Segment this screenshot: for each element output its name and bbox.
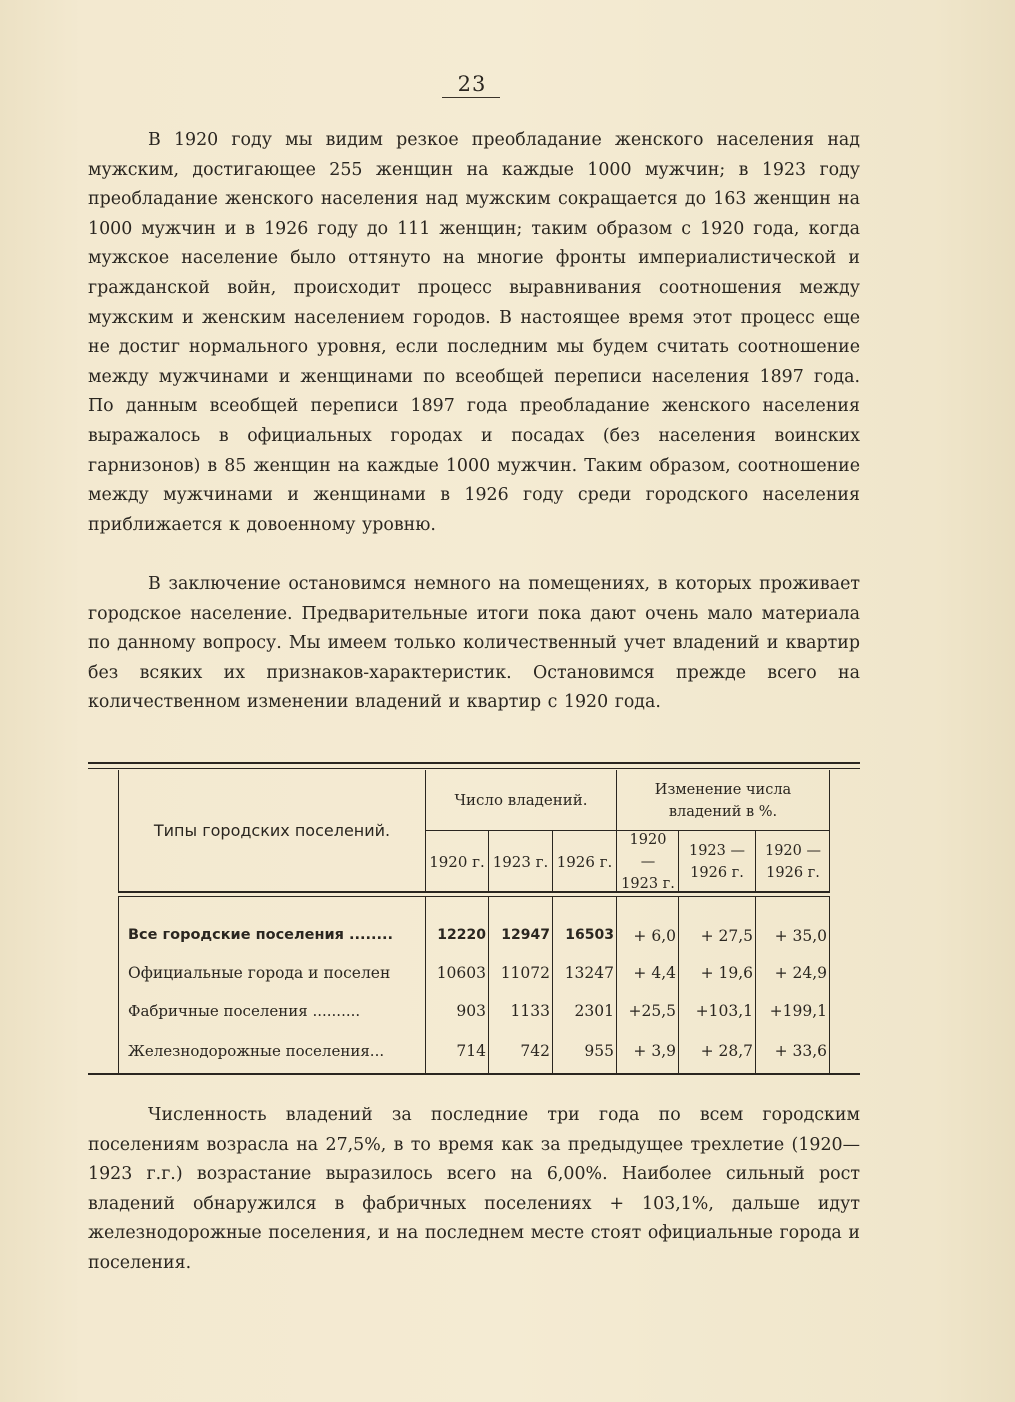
table-cell: + 4,4: [633, 964, 676, 982]
table-cell: + 24,9: [774, 964, 827, 982]
table-cell: 10603: [436, 964, 486, 982]
table-cell: 12947: [501, 927, 550, 943]
table-row-label: Железнодорожные поселения...: [128, 1042, 385, 1060]
paragraph-text: Численность владений за последние три года по всем городским поселениям возрасла на 27,5%, в то время как за предыдущее трехлетие (1920—1923 г.г.) возрастание выразилось всего на 6,00%. Наиболее сильный рост владений обнаружился в фабричных поселениях + 103,1%, дальше идут железнодорожные поселения, и на последнем месте стоят официальные города и поселения.: [88, 1105, 860, 1273]
paragraph-3: [88, 1101, 860, 1279]
table-cell: + 6,0: [633, 927, 676, 945]
paragraph-text: В заключение остановимся немного на помещениях, в которых проживает городское население. Предварительные итоги пока дают очень мало материала по данному вопросу. Мы имеем только количественный учет владений и квартир без всяких их признаков-характеристик. Остановимся прежде всего на количественном изменении владений и квартир с 1920 года.: [88, 574, 860, 713]
paragraph-1: [88, 126, 860, 540]
header-period-1923-1926: 1923 — 1926 г.: [688, 842, 745, 881]
table-row-label: Официальные города и поселен: [128, 964, 391, 982]
paragraph-text: В 1920 году мы видим резкое преобладание женского населения над мужским, достигающее 255 женщин на каждые 1000 мужчин; в 1923 году преобладание женского населения над мужским сокращается до 163 женщин на 1000 мужчин и в 1926 году до 111 женщин; таким образом с 1920 года, когда мужское население было оттянуто на многие фронты империалистической и гражданской войн, происходит процесс выравнивания соотношения между мужским и женским населением городов. В настоящее время этот процесс еще не достиг нормального уровня, если последним мы будем считать соотношение между мужчинами и женщинами по всеобщей переписи населения 1897 года. По данным всеобщей переписи 1897 года преобладание женского населения выражалось в официальных городах и посадах (без населения воинских гарнизонов) в 85 женщин на каждые 1000 мужчин. Таким образом, соотношение между мужчинами и женщинами в 1926 году среди городского населения приближается к довоенному уровню.: [88, 130, 860, 535]
header-period-1920-1926: 1920 — 1926 г.: [764, 842, 821, 881]
table-cell: 714: [456, 1042, 486, 1060]
table-cell: 955: [584, 1042, 614, 1060]
paragraph-2: [88, 570, 860, 718]
header-holdings-change: Изменение числа владений в %.: [654, 782, 792, 820]
table-cell: 11072: [500, 964, 550, 982]
table-cell: 16503: [565, 927, 614, 943]
header-settlement-type: Типы городских поселений.: [153, 820, 391, 840]
table-cell: 1133: [510, 1002, 550, 1020]
table-cell: 742: [520, 1042, 550, 1060]
header-holdings-count: Число владений.: [454, 791, 588, 809]
header-year-1923: 1923 г.: [492, 852, 549, 871]
table-cell: +25,5: [628, 1002, 676, 1020]
table-row-label: Все городские поселения ........: [128, 927, 394, 943]
table-cell: 12220: [437, 927, 486, 943]
table-cell: 903: [456, 1002, 486, 1020]
table-cell: + 3,9: [633, 1042, 676, 1060]
table-cell: +103,1: [695, 1002, 753, 1020]
header-year-1926: 1926 г.: [556, 852, 613, 871]
table-row-label: Фабричные поселения ..........: [128, 1002, 361, 1020]
page-number-underline: [442, 97, 500, 98]
table-cell: 13247: [564, 964, 614, 982]
table-cell: + 19,6: [700, 964, 753, 982]
table-cell: 2301: [574, 1002, 614, 1020]
table-cell: +199,1: [769, 1002, 827, 1020]
header-period-1920-1923: 1920 — 1923 г.: [621, 831, 675, 892]
table-cell: + 33,6: [774, 1042, 827, 1060]
header-year-1920: 1920 г.: [429, 852, 485, 871]
table-cell: + 28,7: [700, 1042, 753, 1060]
table-cell: + 35,0: [774, 927, 827, 945]
page-number: 23: [457, 72, 487, 96]
table-cell: + 27,5: [700, 927, 753, 945]
